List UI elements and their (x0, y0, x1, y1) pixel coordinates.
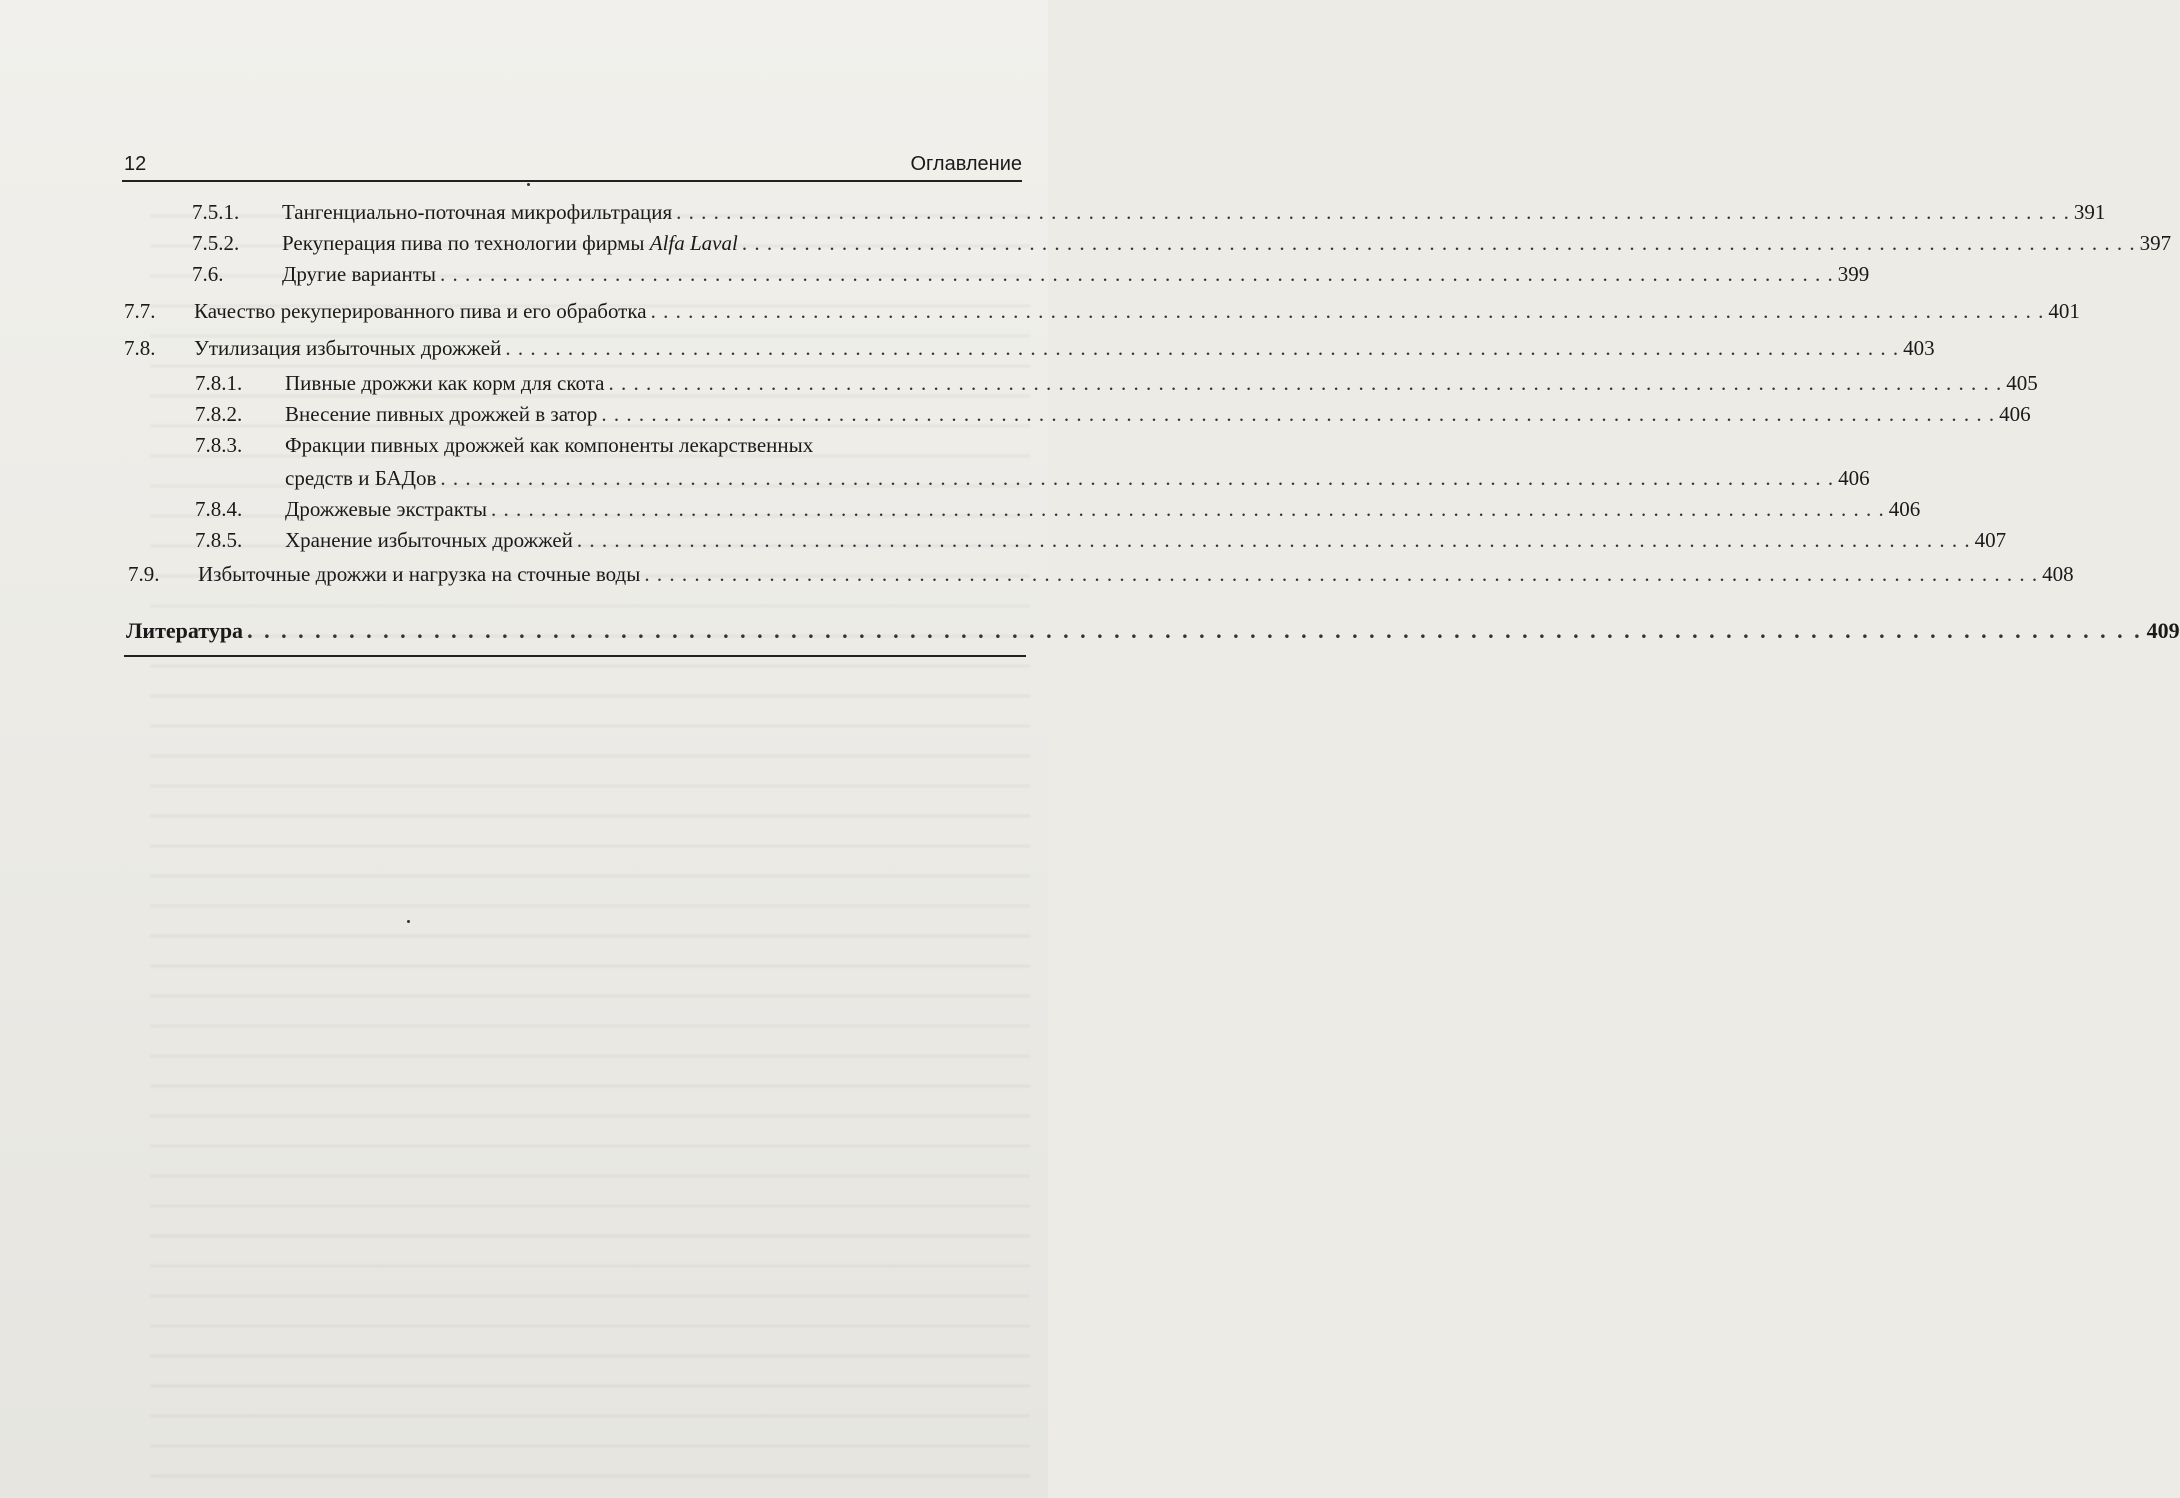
entry-title: Внесение пивных дрожжей в затор (285, 402, 598, 426)
entry-title: Качество рекуперированного пива и его обработка (194, 299, 647, 323)
section-divider (124, 655, 1026, 657)
toc-entry[interactable] (192, 229, 2172, 257)
entry-number: 7.9. (128, 562, 160, 586)
toc-entry[interactable] (124, 297, 2080, 325)
entry-number: 7.6. (192, 262, 224, 286)
entry-title: Пивные дрожжи как корм для скота (285, 371, 605, 395)
entry-page: 399 (1837, 262, 1870, 286)
entry-title: Литература (126, 618, 244, 643)
entry-number: 7.5.1. (192, 200, 240, 224)
entry-title: Рекуперация пива по технологии фирмы Alfa Laval (282, 231, 738, 255)
entry-page: 406 (1999, 402, 2031, 426)
entry-title: Тангенциально-поточная микрофильтрация (282, 200, 673, 224)
entry-number: 7.8.4. (195, 497, 243, 521)
entry-number: 7.8.3. (195, 433, 243, 457)
entry-page: 391 (2073, 200, 2106, 224)
toc-entry[interactable] (192, 260, 1870, 288)
entry-page: 406 (1838, 466, 1870, 490)
leader-dots: . . . . . . . . . . . . . . . . . . . . . . . . . . . . . . . . . . . . . . . . . . . . . . . . . . . . . . . . . . . . . . . . . . . . . . . . . . . . . . . . . . . . . . . . . . . . . . . . . . . . . . . . . . . . . . . . (490, 497, 1885, 521)
leader-dots: . . . . . . . . . . . . . . . . . . . . . . . . . . . . . . . . . . . . . . . . . . . . . . . . . . . . . . . . . . . . . . . . . . . . . . . . . . . . . . . . . . . . . . . . . . . . . . . . . . . . . . . . . . . . . . . . (505, 336, 1900, 360)
entry-title: Фракции пивных дрожжей как компоненты лекарственных (285, 433, 814, 457)
entry-number: 7.7. (124, 299, 156, 323)
toc-entry[interactable] (192, 198, 2106, 226)
entry-number: 7.8.2. (195, 402, 243, 426)
toc-entry-literature[interactable] (126, 617, 2180, 645)
entry-title: Избыточные дрожжи и нагрузка на сточные воды (198, 562, 641, 586)
toc-entry[interactable] (195, 495, 1921, 523)
entry-title: Утилизация избыточных дрожжей (194, 336, 502, 360)
leader-dots: . . . . . . . . . . . . . . . . . . . . . . . . . . . . . . . . . . . . . . . . . . . . . . . . . . . . . . . . . . . . . . . . . . . . . . . . . . . . . . . . . . . . . . . . . . . . . . . . . . . . . . . . . . . . . . . . (608, 371, 2003, 395)
leader-dots: . . . . . . . . . . . . . . . . . . . . . . . . . . . . . . . . . . . . . . . . . . . . . . . . . . . . . . . . . . . . . . . . . . . . . . . . . . . . . . . . . . . . . . . . . . . . . . . . . . . . . . . . . . . . . . . . (440, 466, 1835, 490)
entry-page: 408 (2042, 562, 2074, 586)
entry-page: 397 (2139, 231, 2172, 255)
entry-page: 409 (2146, 618, 2180, 643)
entry-page: 407 (1974, 528, 2007, 552)
entry-page: 406 (1888, 497, 1921, 521)
toc-entry[interactable] (124, 334, 1935, 362)
entry-number: 7.5.2. (192, 231, 240, 255)
entry-title: Другие варианты (282, 262, 437, 286)
entry-number: 7.8.1. (195, 371, 243, 395)
running-title: Оглавление (910, 153, 1022, 175)
entry-title: Дрожжевые экстракты (285, 497, 487, 521)
entry-title: Хранение избыточных дрожжей (285, 528, 573, 552)
leader-dots: . . . . . . . . . . . . . . . . . . . . . . . . . . . . . . . . . . . . . . . . . . . . . . . . . . . . . . . . . . . . . . . . . . . . . . . . . . . . . . . . . . . . . . . . . . . . . . . . . . . . . . . . . . . . . . . . (601, 402, 1996, 426)
toc-entry-line2[interactable] (285, 464, 1870, 492)
page-header (122, 150, 1022, 182)
leader-dots: . . . . . . . . . . . . . . . . . . . . . . . . . . . . . . . . . . . . . . . . . . . . . . . . . . . . . . . . . . . . . . . . . . . . . . . . . . . . . . . . . . . . . . . . . . . . . . . . . . . . . . . . . . . . . . . . (741, 231, 2136, 255)
entry-page: 401 (2048, 299, 2080, 323)
toc-entry[interactable] (195, 400, 2031, 428)
toc-entry-line1[interactable] (195, 431, 1022, 459)
leader-dots: . . . . . . . . . . . . . . . . . . . . . . . . . . . . . . . . . . . . . . . . . . . . . . . . . . . . . . . . . . . . . . . . . . . . . . . . . . . . . . . . . . . . . . . . . . . . . . . . . . . . . . . . . . . . . . . . (247, 618, 2143, 643)
print-speck (527, 183, 530, 186)
toc-entry[interactable] (195, 526, 2007, 554)
leader-dots: . . . . . . . . . . . . . . . . . . . . . . . . . . . . . . . . . . . . . . . . . . . . . . . . . . . . . . . . . . . . . . . . . . . . . . . . . . . . . . . . . . . . . . . . . . . . . . . . . . . . . . . . . . . . . . . . (644, 562, 2039, 586)
entry-page: 403 (1903, 336, 1935, 360)
toc-entry[interactable] (195, 369, 2038, 397)
entry-number: 7.8.5. (195, 528, 243, 552)
leader-dots: . . . . . . . . . . . . . . . . . . . . . . . . . . . . . . . . . . . . . . . . . . . . . . . . . . . . . . . . . . . . . . . . . . . . . . . . . . . . . . . . . . . . . . . . . . . . . . . . . . . . . . . . . . . . . . . . (650, 299, 2045, 323)
entry-title-continued: средств и БАДов (285, 466, 437, 490)
leader-dots: . . . . . . . . . . . . . . . . . . . . . . . . . . . . . . . . . . . . . . . . . . . . . . . . . . . . . . . . . . . . . . . . . . . . . . . . . . . . . . . . . . . . . . . . . . . . . . . . . . . . . . . . . . . . . . . . (576, 528, 1971, 552)
entry-title-italic: Alfa Laval (649, 231, 738, 255)
entry-page: 405 (2006, 371, 2038, 395)
print-speck (407, 920, 410, 923)
toc-entry[interactable] (128, 560, 2074, 588)
entry-number: 7.8. (124, 336, 156, 360)
leader-dots: . . . . . . . . . . . . . . . . . . . . . . . . . . . . . . . . . . . . . . . . . . . . . . . . . . . . . . . . . . . . . . . . . . . . . . . . . . . . . . . . . . . . . . . . . . . . . . . . . . . . . . . . . . . . . . . . (440, 262, 1834, 286)
leader-dots: . . . . . . . . . . . . . . . . . . . . . . . . . . . . . . . . . . . . . . . . . . . . . . . . . . . . . . . . . . . . . . . . . . . . . . . . . . . . . . . . . . . . . . . . . . . . . . . . . . . . . . . . . . . . . . . . (676, 200, 2070, 224)
page-number: 12 (124, 153, 147, 175)
